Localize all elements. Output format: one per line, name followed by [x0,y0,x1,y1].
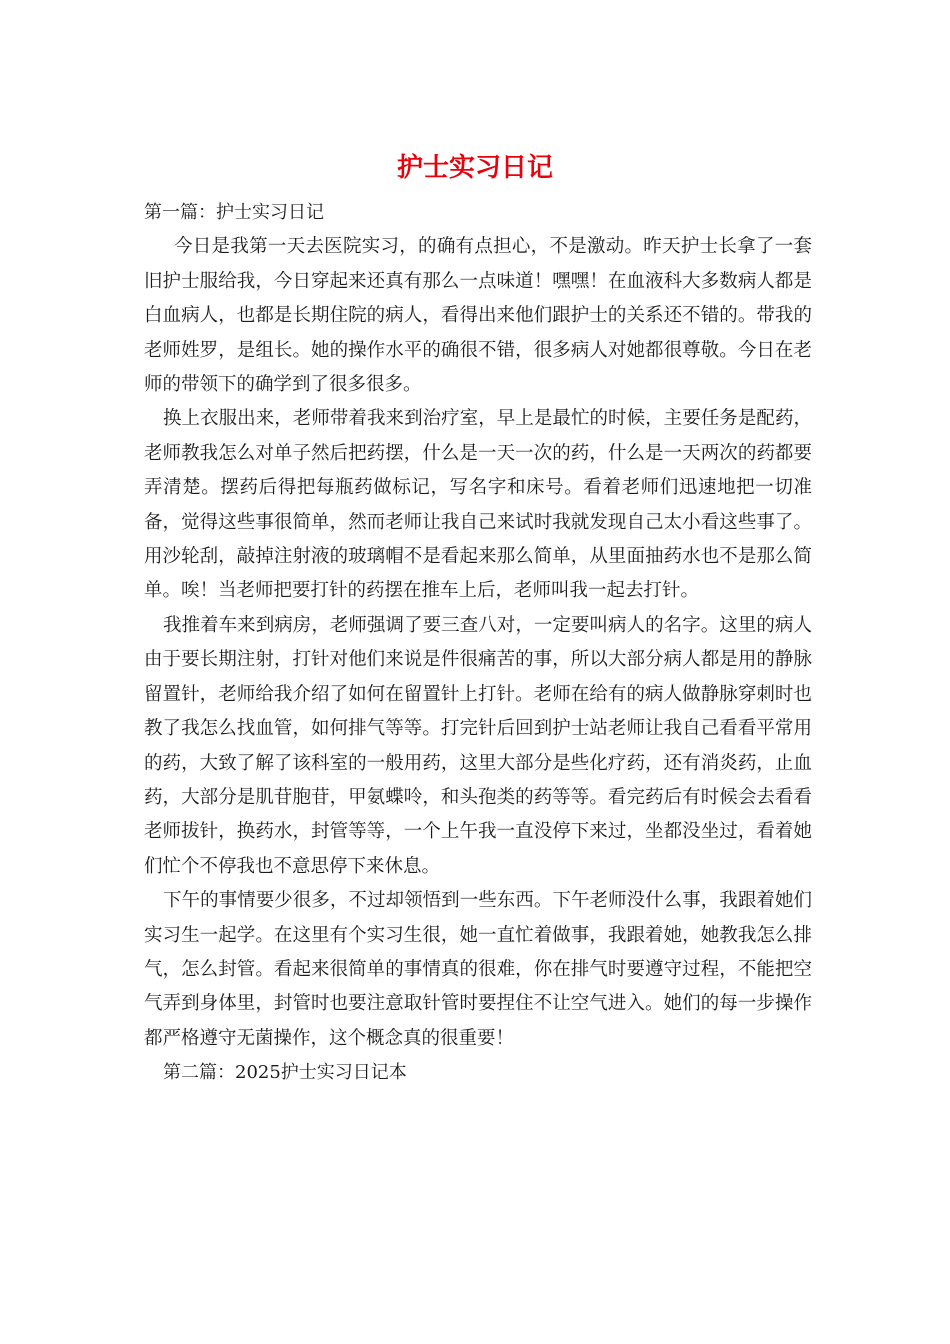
paragraph-4: 下午的事情要少很多，不过却领悟到一些东西。下午老师没什么事，我跟着她们实习生一起学。在这里有个实习生很，她一直忙着做事，我跟着她，她教我怎么排气，怎么封管。看起来很简单的事情真的很难，你在排气时要遵守过程，不能把空气弄到身体里，封管时也要注意取针管时要捏住不让空气进入。她们的每一步操作都严格遵守无菌操作，这个概念真的很重要！ [144,890,812,1049]
section-heading-2: 第二篇：2025护士实习日记本 [163,1062,407,1084]
document-title: 护士实习日记 [396,153,553,183]
paragraph-2: 换上衣服出来，老师带着我来到治疗室，早上是最忙的时候，主要任务是配药，老师教我怎么对单子然后把药摆，什么是一天一次的药，什么是一天两次的药都要弄清楚。摆药后得把每瓶药做标记，写名字和床号。看着老师们迅速地把一切准备，觉得这些事很简单，然而老师让我自己来试时我就发现自己太小看这些事了。用沙轮刮，敲掉注射液的玻璃帽不是看起来那么简单，从里面抽药水也不是那么简单。唉！当老师把要打针的药摆在推车上后，老师叫我一起去打针。 [144,408,812,602]
document-body [144,196,812,1091]
section-heading-1: 第一篇：护士实习日记 [144,202,324,223]
paragraph-3: 我推着车来到病房，老师强调了要三查八对，一定要叫病人的名字。这里的病人由于要长期注射，打针对他们来说是件很痛苦的事，所以大部分病人都是用的静脉留置针，老师给我介绍了如何在留置针上打针。老师在给有的病人做静脉穿刺时也教了我怎么找血管，如何排气等等。打完针后回到护士站老师让我自己看看平常用的药，大致了解了该科室的一般用药，这里大部分是些化疗药，还有消炎药，止血药，大部分是肌苷胞苷，甲氨蝶呤，和头孢类的药等等。看完药后有时候会去看看老师拔针，换药水，封管等等，一个上午我一直没停下来过，坐都没坐过，看着她们忙个不停我也不意思停下来休息。 [144,614,812,877]
paragraph-1: 今日是我第一天去医院实习，的确有点担心，不是激动。昨天护士长拿了一套旧护士服给我，今日穿起来还真有那么一点味道！嘿嘿！在血液科大多数病人都是白血病人，也都是长期住院的病人，看得出来他们跟护士的关系还不错的。带我的老师姓罗，是组长。她的操作水平的确很不错，很多病人对她都很尊敬。今日在老师的带领下的确学到了很多很多。 [144,236,812,396]
